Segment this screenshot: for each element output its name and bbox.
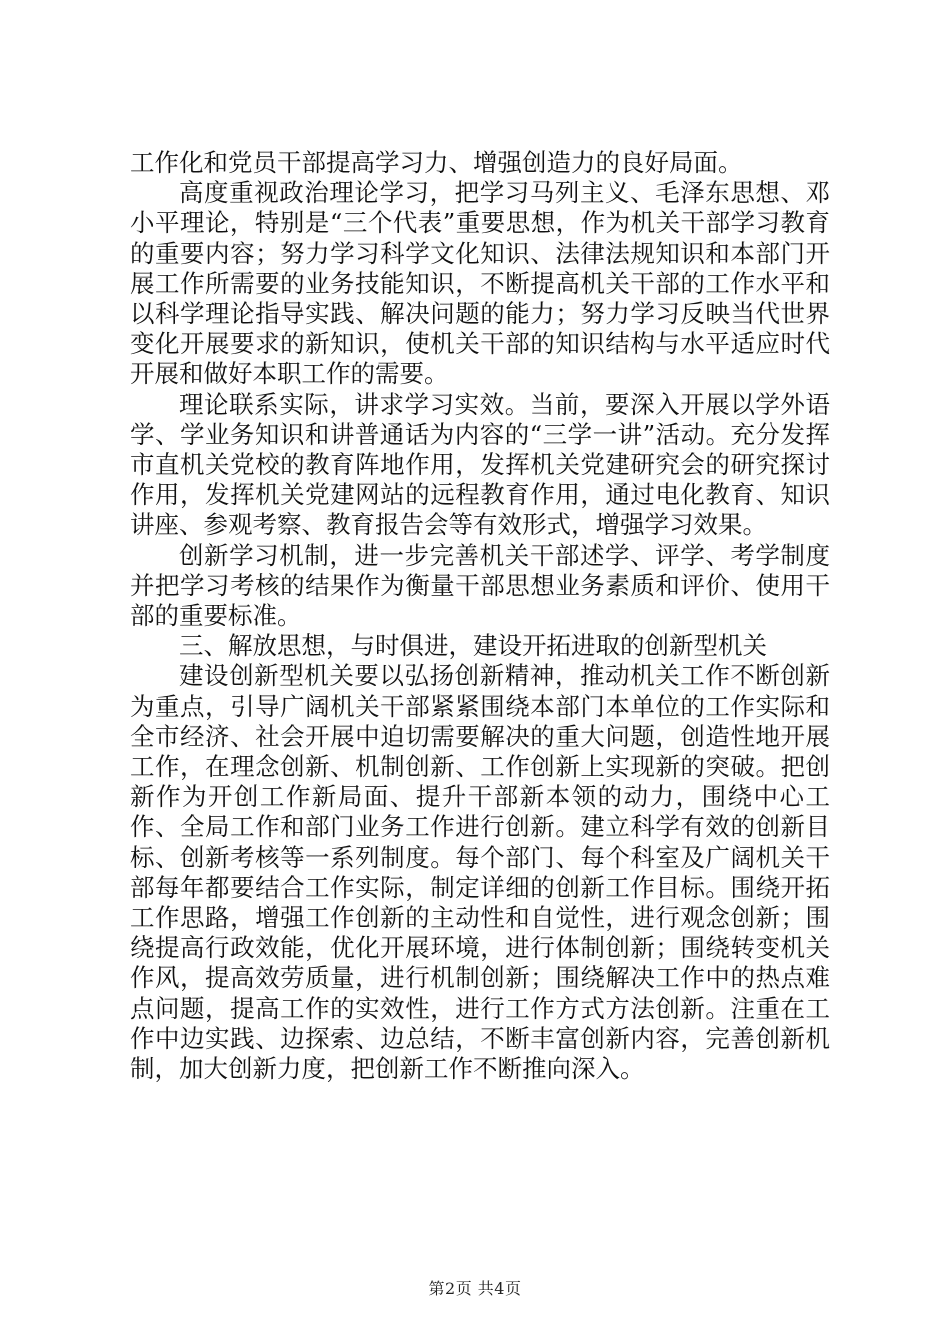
paragraph-theory-study: 高度重视政治理论学习，把学习马列主义、毛泽东思想、邓小平理论，特别是“三个代表”重要思想，作为机关干部学习教育的重要内容；努力学习科学文化知识、法律法规知识和本部门开展工作所需要的业务技能知识，不断提高机关干部的工作水平和以科学理论指导实践、解决问题的能力；努力学习反映当代世界变化开展要求的新知识，使机关干部的知识结构与水平适应时代开展和做好本职工作的需要。	[130, 178, 830, 389]
section-heading-three: 三、解放思想，与时俱进，建设开拓进取的创新型机关	[179, 631, 767, 661]
paragraph-innovation: 建设创新型机关要以弘扬创新精神，推动机关工作不断创新为重点，引导广阔机关干部紧紧围绕本部门本单位的工作实际和全市经济、社会开展中迫切需要解决的重大问题，创造性地开展工作，在理念创新、机制创新、工作创新上实现新的突破。把创新作为开创工作新局面、提升干部新本领的动力，围绕中心工作、全局工作和部门业务工作进行创新。建立科学有效的创新目标、创新考核等一系列制度。每个部门、每个科室及广阔机关干部每年都要结合工作实际，制定详细的创新工作目标。围绕开拓工作思路，增强工作创新的主动性和自觉性，进行观念创新；围绕提高行政效能，优化开展环境，进行体制创新；围绕转变机关作风，提高效劳质量，进行机制创新；围绕解决工作中的热点难点问题，提高工作的实效性，进行工作方式方法创新。注重在工作中边实践、边探索、边总结，不断丰富创新内容，完善创新机制，加大创新力度，把创新工作不断推向深入。	[130, 661, 830, 1084]
paragraph-practice: 理论联系实际，讲求学习实效。当前，要深入开展以学外语学、学业务知识和讲普通话为内容的“三学一讲”活动。充分发挥市直机关党校的教育阵地作用，发挥机关党建研究会的研究探讨作用，发挥机关党建网站的远程教育作用，通过电化教育、知识讲座、参观考察、教育报告会等有效形式，增强学习效果。	[130, 389, 830, 540]
paragraph-continuation: 工作化和党员干部提高学习力、增强创造力的良好局面。	[130, 148, 743, 177]
document-body	[130, 148, 830, 1084]
page-number: 第2页 共4页	[428, 1279, 522, 1298]
paragraph-learning-mechanism: 创新学习机制，进一步完善机关干部述学、评学、考学制度并把学习考核的结果作为衡量干部思想业务素质和评价、使用干部的重要标准。	[130, 540, 830, 631]
